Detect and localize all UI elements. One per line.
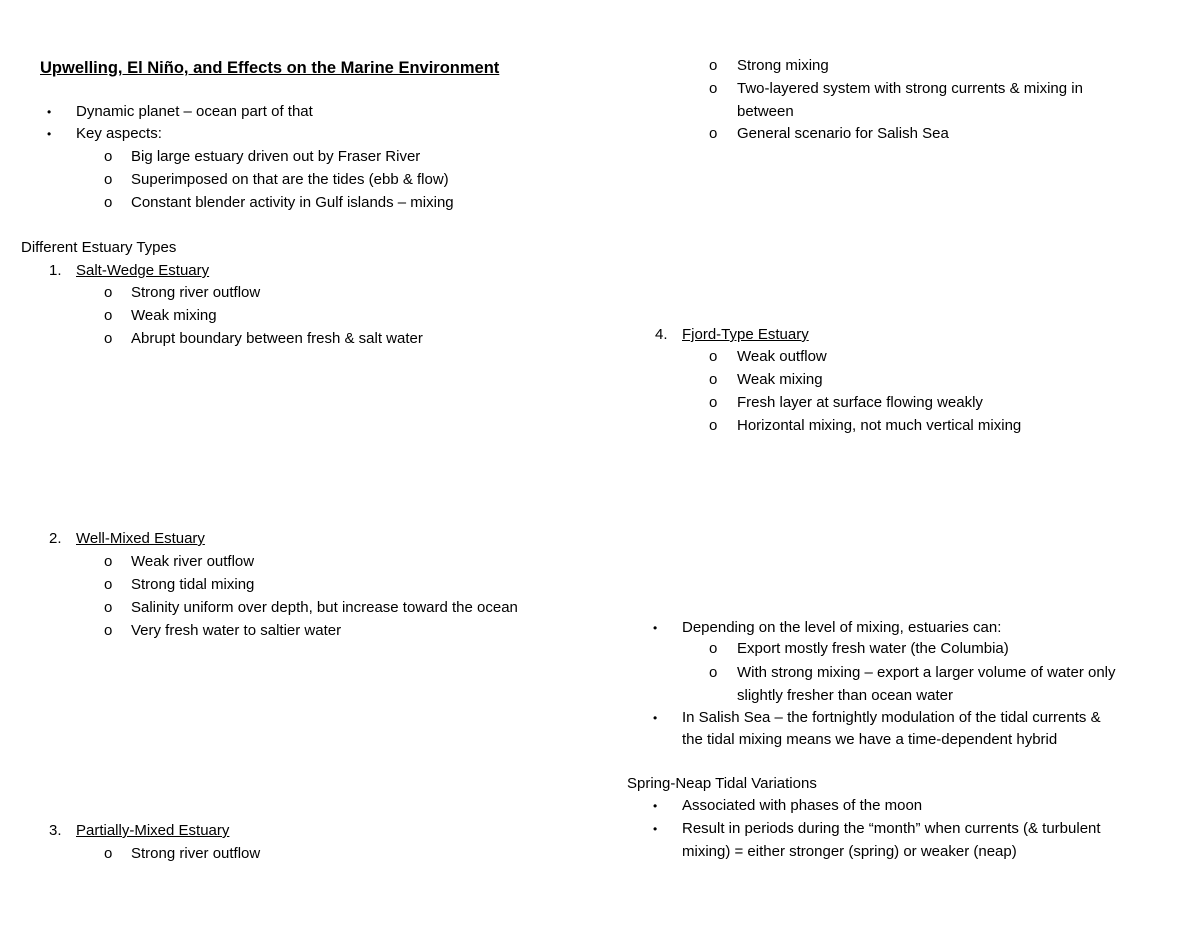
fjord-sub-3: Fresh layer at surface flowing weakly: [737, 394, 983, 411]
sub-bullet-marker: o: [709, 348, 718, 365]
sub-bullet-marker: o: [709, 80, 718, 97]
mixing-sub-1: Export mostly fresh water (the Columbia): [737, 640, 1009, 657]
sub-bullet-marker: o: [104, 284, 113, 301]
sub-bullet-marker: o: [104, 330, 113, 347]
sub-bullet-marker: o: [709, 57, 718, 74]
item-number: 1.: [49, 262, 62, 279]
intro-sub-3: Constant blender activity in Gulf islands – mixing: [131, 194, 454, 211]
sub-bullet-marker: o: [709, 394, 718, 411]
sub-bullet-marker: o: [104, 576, 113, 593]
sub-bullet-marker: o: [104, 599, 113, 616]
spring-neap-bullet-2a: Result in periods during the “month” when currents (& turbulent: [682, 820, 1101, 837]
mixing-sub-2a: With strong mixing – export a larger volume of water only: [737, 664, 1116, 681]
partially-mixed-sub-1: Strong river outflow: [131, 845, 261, 862]
estuary-type-heading: Well-Mixed Estuary: [76, 530, 205, 547]
partially-mixed-sub-3a: Two-layered system with strong currents & mixing in: [737, 80, 1083, 97]
fjord-sub-2: Weak mixing: [737, 371, 823, 388]
sub-bullet-marker: o: [104, 553, 113, 570]
estuary-type-heading: Salt-Wedge Estuary: [76, 262, 210, 279]
bullet-marker: •: [47, 127, 52, 141]
bullet-marker: •: [653, 621, 658, 635]
sub-bullet-marker: o: [709, 371, 718, 388]
sub-bullet-marker: o: [104, 148, 113, 165]
sub-bullet-marker: o: [709, 664, 718, 681]
sub-bullet-marker: o: [709, 417, 718, 434]
intro-bullet-1: Dynamic planet – ocean part of that: [76, 103, 313, 120]
bullet-marker: •: [653, 822, 658, 836]
item-number: 4.: [655, 326, 668, 343]
spring-neap-bullet-2b: mixing) = either stronger (spring) or weaker (neap): [682, 843, 1017, 860]
estuary-type-heading: Partially-Mixed Estuary: [76, 822, 230, 839]
intro-bullet-2: Key aspects:: [76, 125, 162, 142]
estuary-type-heading: Fjord-Type Estuary: [682, 326, 809, 343]
mixing-bullet-2b: the tidal mixing means we have a time-dependent hybrid: [682, 731, 1058, 748]
section-heading: Different Estuary Types: [21, 239, 177, 256]
sub-bullet-marker: o: [709, 125, 718, 142]
spring-neap-bullet-1: Associated with phases of the moon: [682, 797, 923, 814]
page-title: Upwelling, El Niño, and Effects on the Marine Environment: [40, 59, 500, 77]
sub-bullet-marker: o: [709, 640, 718, 657]
section-heading: Spring-Neap Tidal Variations: [627, 775, 817, 792]
mixing-bullet-1: Depending on the level of mixing, estuaries can:: [682, 619, 1002, 636]
partially-mixed-sub-4: General scenario for Salish Sea: [737, 125, 949, 142]
intro-sub-2: Superimposed on that are the tides (ebb & flow): [131, 171, 449, 188]
sub-bullet-marker: o: [104, 622, 113, 639]
salt-wedge-sub-1: Strong river outflow: [131, 284, 261, 301]
sub-bullet-marker: o: [104, 194, 113, 211]
salt-wedge-sub-2: Weak mixing: [131, 307, 217, 324]
sub-bullet-marker: o: [104, 845, 113, 862]
item-number: 2.: [49, 530, 62, 547]
bullet-marker: •: [47, 105, 52, 119]
well-mixed-sub-1: Weak river outflow: [131, 553, 255, 570]
bullet-marker: •: [653, 711, 658, 725]
fjord-sub-4: Horizontal mixing, not much vertical mixing: [737, 417, 1022, 434]
bullet-marker: •: [653, 799, 658, 813]
well-mixed-sub-2: Strong tidal mixing: [131, 576, 255, 593]
partially-mixed-sub-2: Strong mixing: [737, 57, 829, 74]
fjord-sub-1: Weak outflow: [737, 348, 827, 365]
salt-wedge-sub-3: Abrupt boundary between fresh & salt water: [131, 330, 423, 347]
partially-mixed-sub-3b: between: [737, 103, 794, 120]
mixing-sub-2b: slightly fresher than ocean water: [737, 687, 953, 704]
item-number: 3.: [49, 822, 62, 839]
sub-bullet-marker: o: [104, 307, 113, 324]
intro-sub-1: Big large estuary driven out by Fraser River: [131, 148, 421, 165]
sub-bullet-marker: o: [104, 171, 113, 188]
well-mixed-sub-4: Very fresh water to saltier water: [131, 622, 342, 639]
mixing-bullet-2a: In Salish Sea – the fortnightly modulation of the tidal currents &: [682, 709, 1101, 726]
well-mixed-sub-3: Salinity uniform over depth, but increase toward the ocean: [131, 599, 518, 616]
